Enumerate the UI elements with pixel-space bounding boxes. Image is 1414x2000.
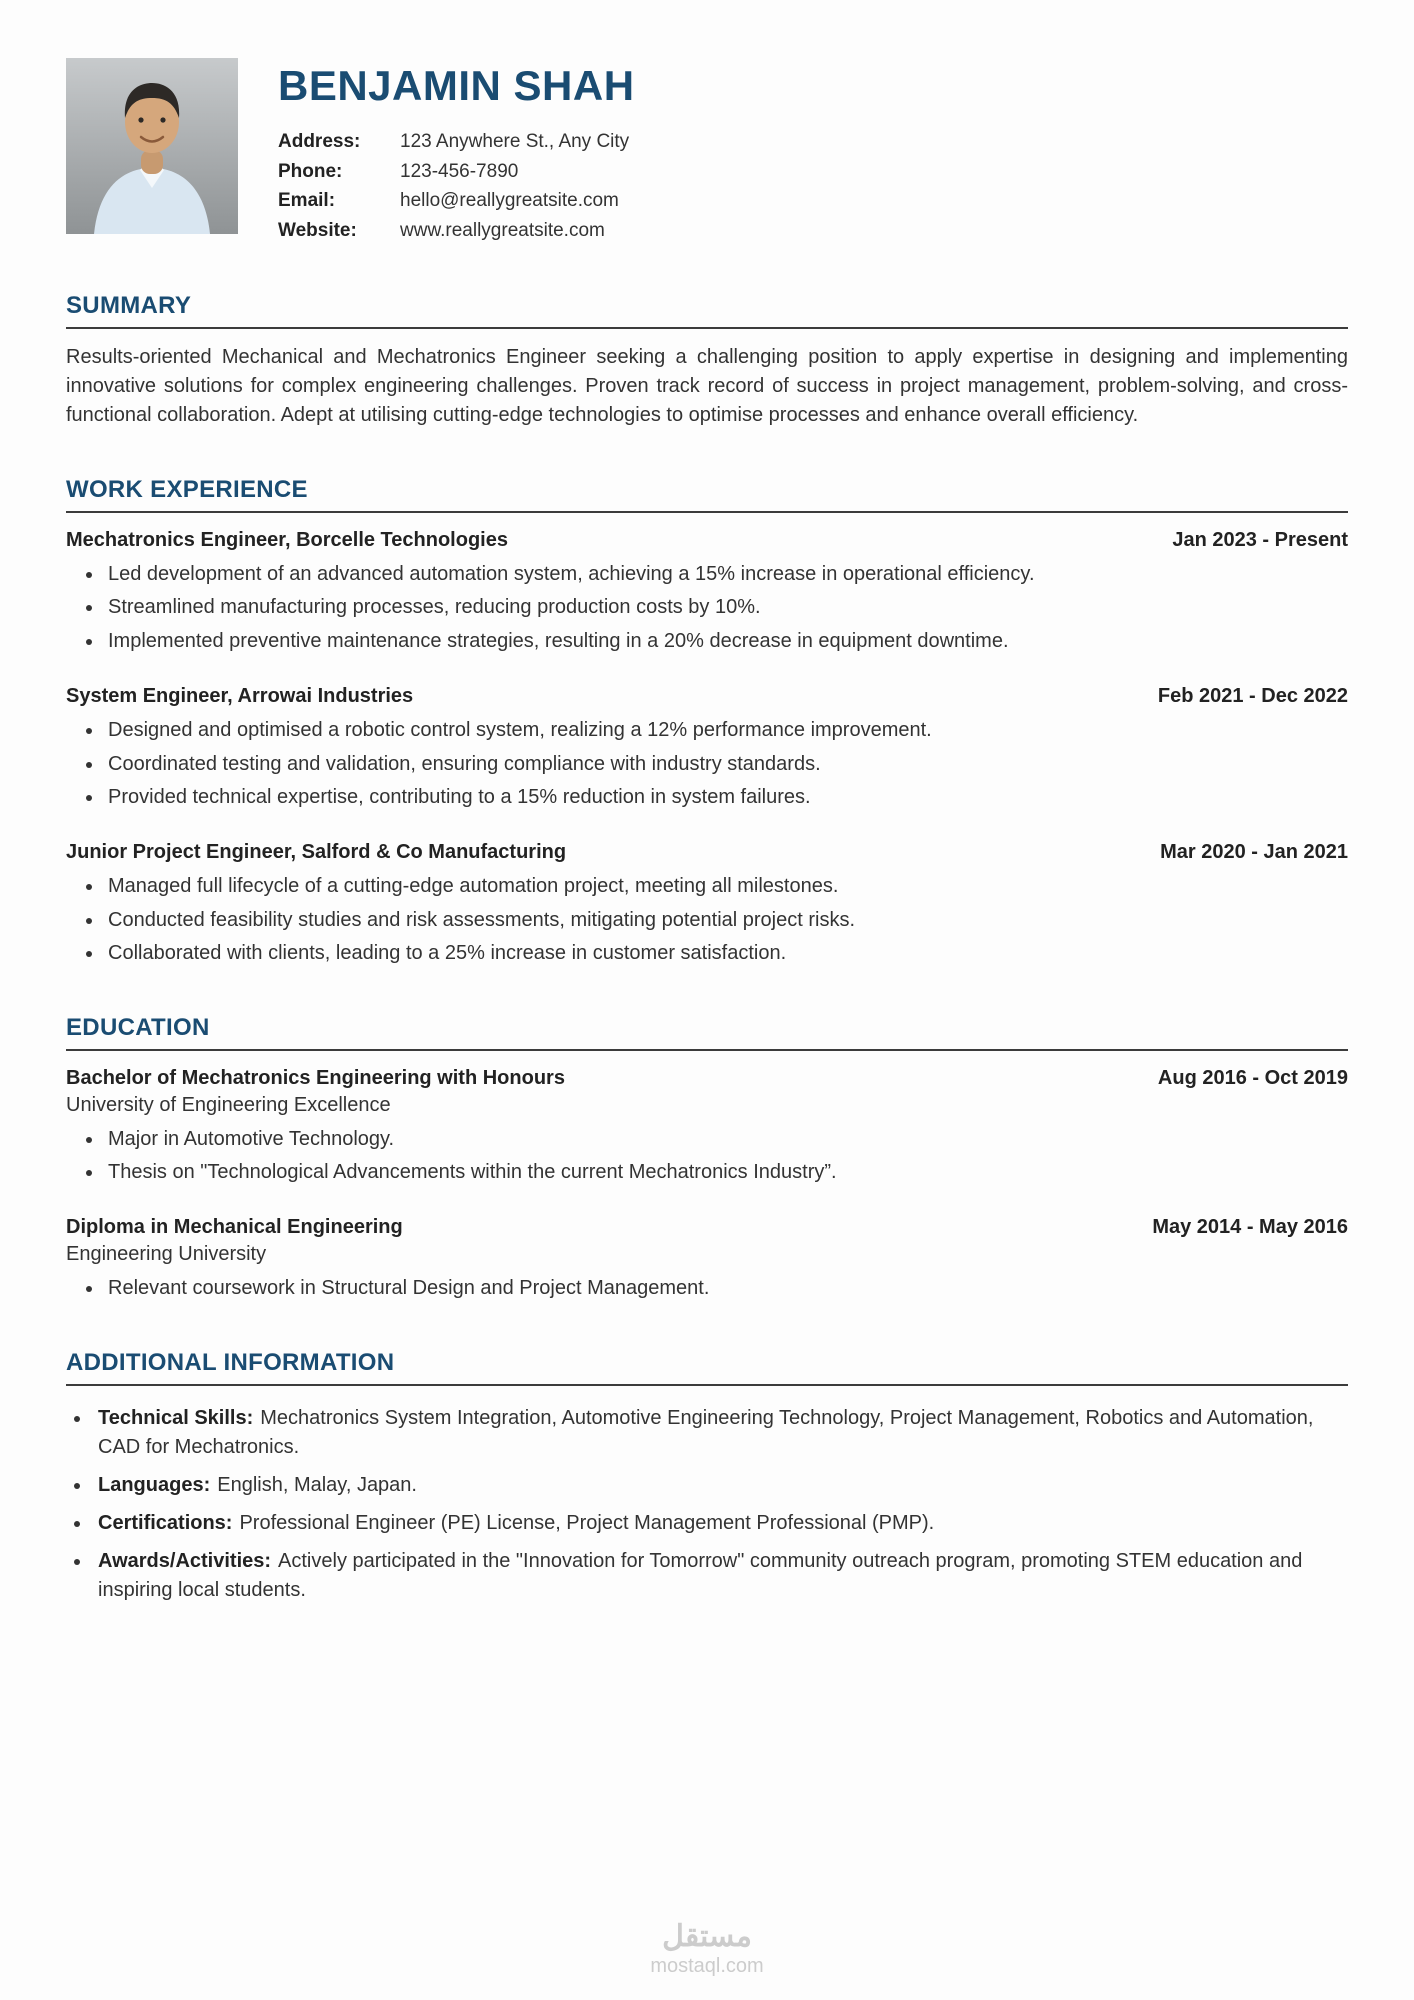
header-info bbox=[278, 58, 1348, 246]
watermark-arabic-logo: مستقل bbox=[662, 1920, 752, 1953]
job-header bbox=[66, 841, 1348, 864]
summary-section bbox=[66, 292, 1348, 430]
job-bullet-list bbox=[66, 872, 1348, 967]
email-label: Email: bbox=[278, 190, 336, 211]
contact-row-phone bbox=[278, 158, 1348, 187]
additional-info-item bbox=[92, 1471, 1348, 1500]
job-entry bbox=[66, 841, 1348, 967]
job-bullet: • Coordinated testing and validation, ensuring compliance with industry standards. bbox=[104, 750, 1348, 778]
section-divider bbox=[66, 1049, 1348, 1051]
education-bullet-list bbox=[66, 1274, 1348, 1302]
institution-name: Engineering University bbox=[66, 1243, 267, 1266]
job-title: Mechatronics Engineer, Borcelle Technologies bbox=[66, 529, 508, 551]
job-bullet: • Managed full lifecycle of a cutting-edge automation project, meeting all milestones. bbox=[104, 872, 1348, 900]
additional-info-list bbox=[66, 1404, 1348, 1605]
person-name: BENJAMIN SHAH bbox=[278, 62, 635, 109]
phone-label: Phone: bbox=[278, 160, 343, 182]
address-label: Address: bbox=[278, 131, 361, 152]
certifications-label: Certifications: bbox=[98, 1511, 233, 1534]
education-header bbox=[66, 1216, 1348, 1239]
degree-title: Diploma in Mechanical Engineering bbox=[66, 1216, 403, 1239]
certifications-text: Professional Engineer (PE) License, Project Management Professional (PMP). bbox=[239, 1511, 935, 1534]
institution-name: University of Engineering Excellence bbox=[66, 1093, 391, 1116]
section-divider bbox=[66, 327, 1348, 329]
additional-info-item bbox=[92, 1404, 1348, 1462]
job-entry bbox=[66, 685, 1348, 811]
education-header bbox=[66, 1067, 1348, 1090]
contact-block bbox=[278, 128, 1348, 245]
job-title: Junior Project Engineer, Salford & Co Manufacturing bbox=[66, 841, 567, 864]
education-bullet: • Thesis on "Technological Advancements within the current Mechatronics Industry”. bbox=[104, 1158, 1348, 1186]
education-bullet: • Major in Automotive Technology. bbox=[104, 1125, 1348, 1153]
email-value: hello@reallygreatsite.com bbox=[400, 190, 619, 211]
phone-value: 123-456-7890 bbox=[400, 160, 519, 182]
job-dates: Feb 2021 - Dec 2022 bbox=[1157, 685, 1348, 708]
technical-skills-label: Technical Skills: bbox=[98, 1406, 254, 1429]
work-experience-section bbox=[66, 476, 1348, 968]
profile-photo bbox=[66, 58, 238, 234]
work-experience-heading: WORK EXPERIENCE bbox=[66, 476, 308, 503]
additional-information-heading: ADDITIONAL INFORMATION bbox=[66, 1348, 395, 1376]
additional-info-item bbox=[92, 1509, 1348, 1538]
website-label: Website: bbox=[278, 219, 357, 241]
job-dates: Jan 2023 - Present bbox=[1172, 529, 1348, 551]
website-value: www.reallygreatsite.com bbox=[400, 219, 605, 241]
job-bullet: • Provided technical expertise, contributing to a 15% reduction in system failures. bbox=[104, 783, 1348, 811]
additional-information-section bbox=[66, 1349, 1348, 1605]
job-header bbox=[66, 685, 1348, 708]
education-bullet: • Relevant coursework in Structural Design and Project Management. bbox=[104, 1274, 1348, 1302]
summary-heading: SUMMARY bbox=[66, 292, 192, 319]
watermark bbox=[0, 1920, 1414, 1978]
languages-text: English, Malay, Japan. bbox=[217, 1473, 417, 1496]
education-entry bbox=[66, 1216, 1348, 1302]
awards-activities-label: Awards/Activities: bbox=[98, 1549, 272, 1572]
job-header bbox=[66, 529, 1348, 552]
job-bullet-list bbox=[66, 560, 1348, 655]
degree-title: Bachelor of Mechatronics Engineering with Honours bbox=[66, 1066, 565, 1089]
job-bullet: • Led development of an advanced automation system, achieving a 15% increase in operational efficiency. bbox=[104, 560, 1348, 588]
degree-dates: May 2014 - May 2016 bbox=[1152, 1216, 1348, 1239]
section-divider bbox=[66, 511, 1348, 513]
job-bullet: • Conducted feasibility studies and risk assessments, mitigating potential project risks. bbox=[104, 906, 1348, 934]
portrait-illustration bbox=[66, 58, 238, 234]
job-title: System Engineer, Arrowai Industries bbox=[66, 685, 414, 708]
job-bullet: • Designed and optimised a robotic control system, realizing a 12% performance improvement. bbox=[104, 716, 1348, 744]
education-section bbox=[66, 1014, 1348, 1303]
resume-header bbox=[66, 58, 1348, 246]
technical-skills-text: Mechatronics System Integration, Automotive Engineering Technology, Project Management, Robotics and Automation, CAD for Mechatronics. bbox=[98, 1406, 1314, 1458]
job-bullet: • Streamlined manufacturing processes, reducing production costs by 10%. bbox=[104, 593, 1348, 621]
job-dates: Mar 2020 - Jan 2021 bbox=[1160, 841, 1348, 864]
job-entry bbox=[66, 529, 1348, 655]
section-divider bbox=[66, 1384, 1348, 1386]
address-value: 123 Anywhere St., Any City bbox=[400, 131, 630, 152]
additional-info-item bbox=[92, 1547, 1348, 1605]
job-bullet: • Collaborated with clients, leading to a 25% increase in customer satisfaction. bbox=[104, 939, 1348, 967]
degree-dates: Aug 2016 - Oct 2019 bbox=[1157, 1066, 1348, 1089]
contact-row-website bbox=[278, 217, 1348, 246]
education-heading: EDUCATION bbox=[66, 1013, 210, 1041]
contact-row-email bbox=[278, 187, 1348, 216]
job-bullet-list bbox=[66, 716, 1348, 811]
education-bullet-list bbox=[66, 1125, 1348, 1187]
languages-label: Languages: bbox=[98, 1473, 211, 1496]
awards-activities-text: Actively participated in the "Innovation for Tomorrow" community outreach program, promoting STEM education and inspiring local students. bbox=[98, 1549, 1303, 1601]
education-entry bbox=[66, 1067, 1348, 1187]
job-bullet: • Implemented preventive maintenance strategies, resulting in a 20% decrease in equipment downtime. bbox=[104, 627, 1348, 655]
contact-row-address bbox=[278, 128, 1348, 157]
summary-text: Results-oriented Mechanical and Mechatronics Engineer seeking a challenging position to apply expertise in designing and implementing innovative solutions for complex engineering challenges. Proven track record of success in project management, problem-solving, and cross-functional collaboration. Adept at utilising cutting-edge technologies to optimise processes and enhance overall efficiency. bbox=[66, 346, 1348, 426]
watermark-site-url: mostaql.com bbox=[650, 1955, 764, 1977]
